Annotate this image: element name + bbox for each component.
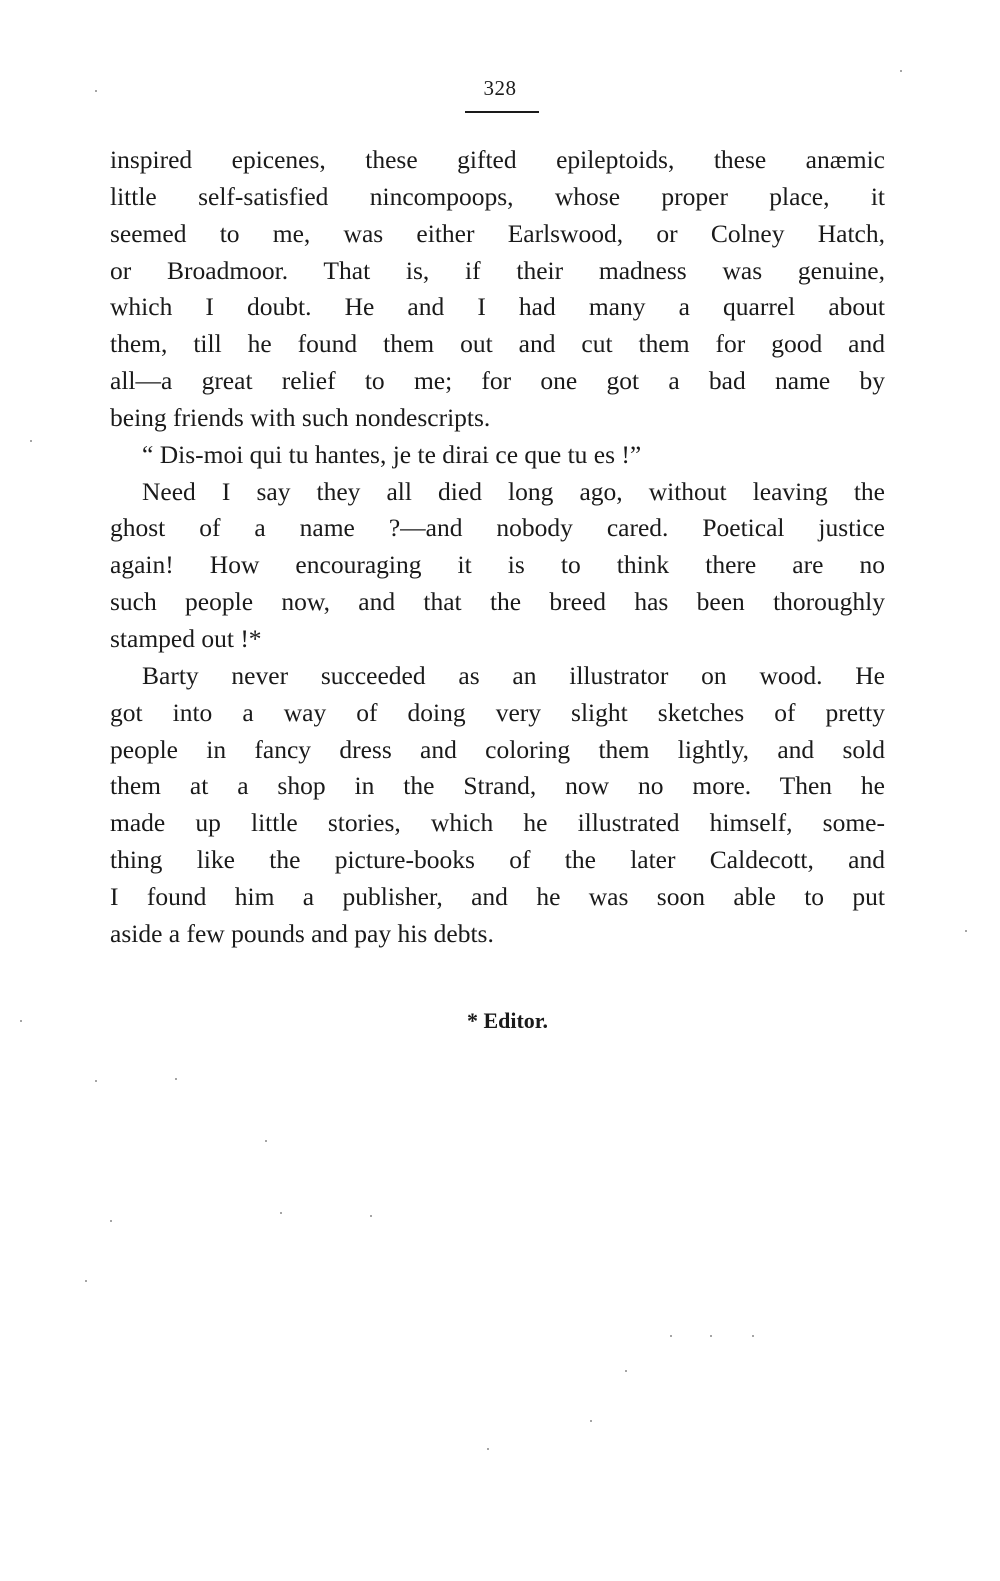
text-line: such people now, and that the breed has been thoroughly — [110, 587, 885, 617]
paragraph — [110, 142, 885, 437]
text-line: got into a way of doing very slight sketches of pretty — [110, 697, 885, 727]
text-line: them at a shop in the Strand, now no more. Then he — [110, 771, 885, 801]
text-line: being friends with such nondescripts. — [110, 402, 491, 432]
body-text — [110, 142, 885, 953]
text-line: them, till he found them out and cut them for good and — [110, 329, 885, 359]
page-number: 328 — [483, 76, 517, 100]
text-line: ghost of a name ?—and nobody cared. Poetical justice — [110, 513, 885, 543]
scan-speck — [710, 1335, 712, 1337]
scan-speck — [965, 930, 967, 932]
scan-speck — [590, 1420, 592, 1422]
text-line: inspired epicenes, these gifted epileptoids, these anæmic — [110, 145, 885, 174]
page-number-rule — [465, 111, 539, 113]
text-line: Barty never succeeded as an illustrator on wood. He — [142, 660, 885, 690]
scan-speck — [900, 70, 902, 72]
paragraph — [110, 474, 885, 658]
text-line: which I doubt. He and I had many a quarrel about — [110, 292, 885, 322]
text-line: people in fancy dress and coloring them lightly, and sold — [110, 734, 885, 764]
scan-speck — [95, 90, 97, 92]
scan-speck — [110, 1220, 112, 1222]
scan-speck — [280, 1212, 282, 1214]
text-line: or Broadmoor. That is, if their madness was genuine, — [110, 255, 885, 285]
paragraph — [110, 658, 885, 953]
scan-speck — [752, 1335, 754, 1337]
text-line: made up little stories, which he illustrated himself, some- — [110, 808, 885, 838]
text-line: I found him a publisher, and he was soon able to put — [110, 881, 885, 911]
text-line: again! How encouraging it is to think there are no — [110, 550, 885, 580]
text-line: stamped out !* — [110, 623, 262, 653]
scan-speck — [265, 1140, 267, 1142]
scan-speck — [20, 1020, 22, 1022]
text-line: aside a few pounds and pay his debts. — [110, 918, 494, 948]
scan-speck — [95, 1080, 97, 1082]
text-line: little self-satisfied nincompoops, whose proper place, it — [110, 181, 885, 211]
scan-speck — [85, 1280, 87, 1282]
scan-speck — [670, 1335, 672, 1337]
scan-speck — [487, 1448, 489, 1450]
text-line: all—a great relief to me; for one got a bad name by — [110, 366, 885, 396]
text-line: Need I say they all died long ago, without leaving the — [142, 476, 885, 506]
text-line: “ Dis-moi qui tu hantes, je te dirai ce que tu es !” — [142, 439, 642, 469]
scan-speck — [370, 1215, 372, 1217]
scan-speck — [175, 1078, 177, 1080]
footnote: * Editor. — [466, 1008, 549, 1033]
scan-speck — [30, 440, 32, 442]
text-line: seemed to me, was either Earlswood, or Colney Hatch, — [110, 218, 885, 248]
quotation-paragraph — [110, 437, 885, 474]
text-line: thing like the picture-books of the later Caldecott, and — [110, 845, 885, 875]
scan-speck — [625, 1370, 627, 1372]
